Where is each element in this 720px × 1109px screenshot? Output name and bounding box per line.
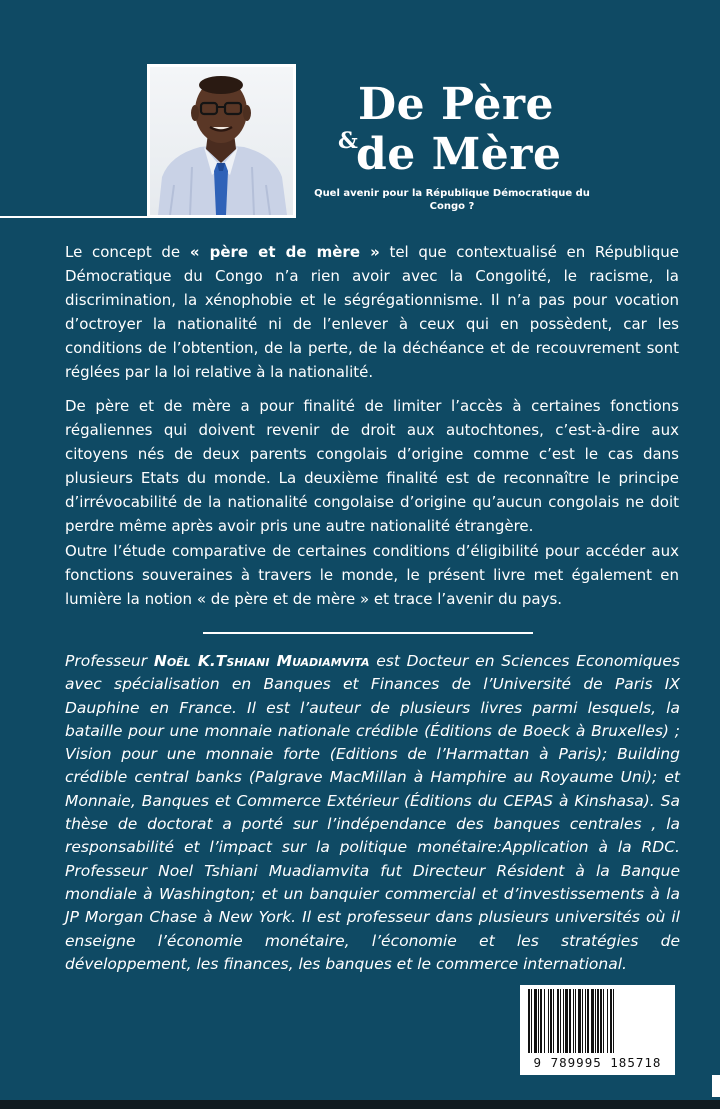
author-portrait-image [150,67,293,215]
book-subtitle: Quel avenir pour la République Démocratique du Congo ? [314,188,590,212]
barcode-bar [538,989,539,1053]
bio-text: est Docteur en Sciences Economiques avec spécialisation en Banques et Finances de l’Université de Paris IX Dauphine en France. Il est l’auteur de plusieurs livres parmi lesquels, la bataille pour une monnaie nationale crédible (Éditions de Boeck à Bruxelles) ; Vision pour une monnaie forte (Editions de l’Harmattan à Paris); Building crédible central banks (Palgrave MacMillan à Hamphire au Royaume Uni); et Monnaie, Banques et Commerce Extérieur (Éditions du CEPAS à Kinshasa). Sa thèse de doctorat a porté sur l’indépendance des banques centrales , la responsabilité et l’impact sur la politique monétaire:Application à la RDC. Professeur Noel Tshiani Muadiamvita fut Directeur Résident à la Banque mondiale à Washington; et un banquier commercial et d’investissements à la JP Morgan Chase à New York. Il est professeur dans plusieurs universités où il enseigne l’économie monétaire, l’économie et les stratégies de développement, les finances, les banques et le commerce international. [65,652,680,973]
section-divider [203,632,533,634]
author-name: Noël K.Tshiani Muadiamvita [153,652,370,670]
barcode-bar [603,989,604,1053]
author-photo [147,64,296,218]
barcode-bar [582,989,583,1053]
barcode-bar [550,989,552,1053]
bio-prefix: Professeur [65,652,154,670]
book-title-ampersand: & [338,128,358,154]
barcode-bar [560,989,561,1053]
isbn-digits: 9 789995 185718 [533,1055,662,1070]
p1-emphasis: « père et de mère » [189,243,380,261]
barcode-bar [578,989,581,1053]
summary-paragraph-3: Outre l’étude comparative de certaines conditions d’éligibilité pour accéder aux fonctions souveraines à travers le monde, le présent livre met également en lumière la notion « de père et de mère » et trace l’avenir du pays. [65,542,679,608]
barcode-bar [544,989,545,1053]
bottom-edge [0,1100,720,1109]
isbn-barcode [520,985,675,1075]
book-title-line1: De Père [358,79,555,130]
barcode-bar [540,989,542,1053]
p1-rest: tel que contextualisé en République Démocratique du Congo n’a rien avoir avec la Congolité, le racisme, la discrimination, la xénophobie et le ségrégationnisme. Il n’a pas pour vocation d’octroyer la nationalité ni de l’enlever à ceux qui en possèdent, car les conditions de l’obtention, de la perte, de la déchéance et de recouvrement sont réglées par la loi relative à la nationalité. [65,243,680,381]
barcode-bar [534,989,537,1053]
barcode-bar [607,989,608,1053]
barcode-bar [531,989,532,1053]
barcode-bar [563,989,564,1053]
p1-lead: Le concept de [65,243,190,261]
corner-mark [712,1075,720,1097]
summary-paragraph-1 [65,240,679,384]
barcode-bar [565,989,568,1053]
summary-paragraph-2: De père et de mère a pour finalité de limiter l’accès à certaines fonctions régaliennes qui doivent revenir de droit aux autochtones, c’est-à-dire aux citoyens nés de deux parents congolais d’origine comme c’est le cas dans plusieurs Etats du monde. La deuxième finalité est de reconnaître le principe d’irrévocabilité de la nationalité congolaise d’origine qu’aucun congolais ne doit perdre même après avoir pris une autre nationalité étrangère. [65,397,679,535]
barcode-bar [557,989,559,1053]
barcode-bar [597,989,599,1053]
barcode-bar [610,989,612,1053]
barcode-bar [575,989,576,1053]
barcode-bar [600,989,602,1053]
barcode-bar [528,989,530,1053]
barcode-bar [585,989,586,1053]
photo-underline [0,216,296,218]
barcode-bar [587,989,589,1053]
author-bio [65,650,680,976]
barcode-bar [613,989,614,1053]
book-title-line2: de Mère [356,129,562,180]
barcode-bar [569,989,571,1053]
barcode-bar [553,989,554,1053]
barcode-bar [595,989,596,1053]
barcode-bar [591,989,594,1053]
barcode-bar [548,989,549,1053]
barcode-bar [573,989,574,1053]
